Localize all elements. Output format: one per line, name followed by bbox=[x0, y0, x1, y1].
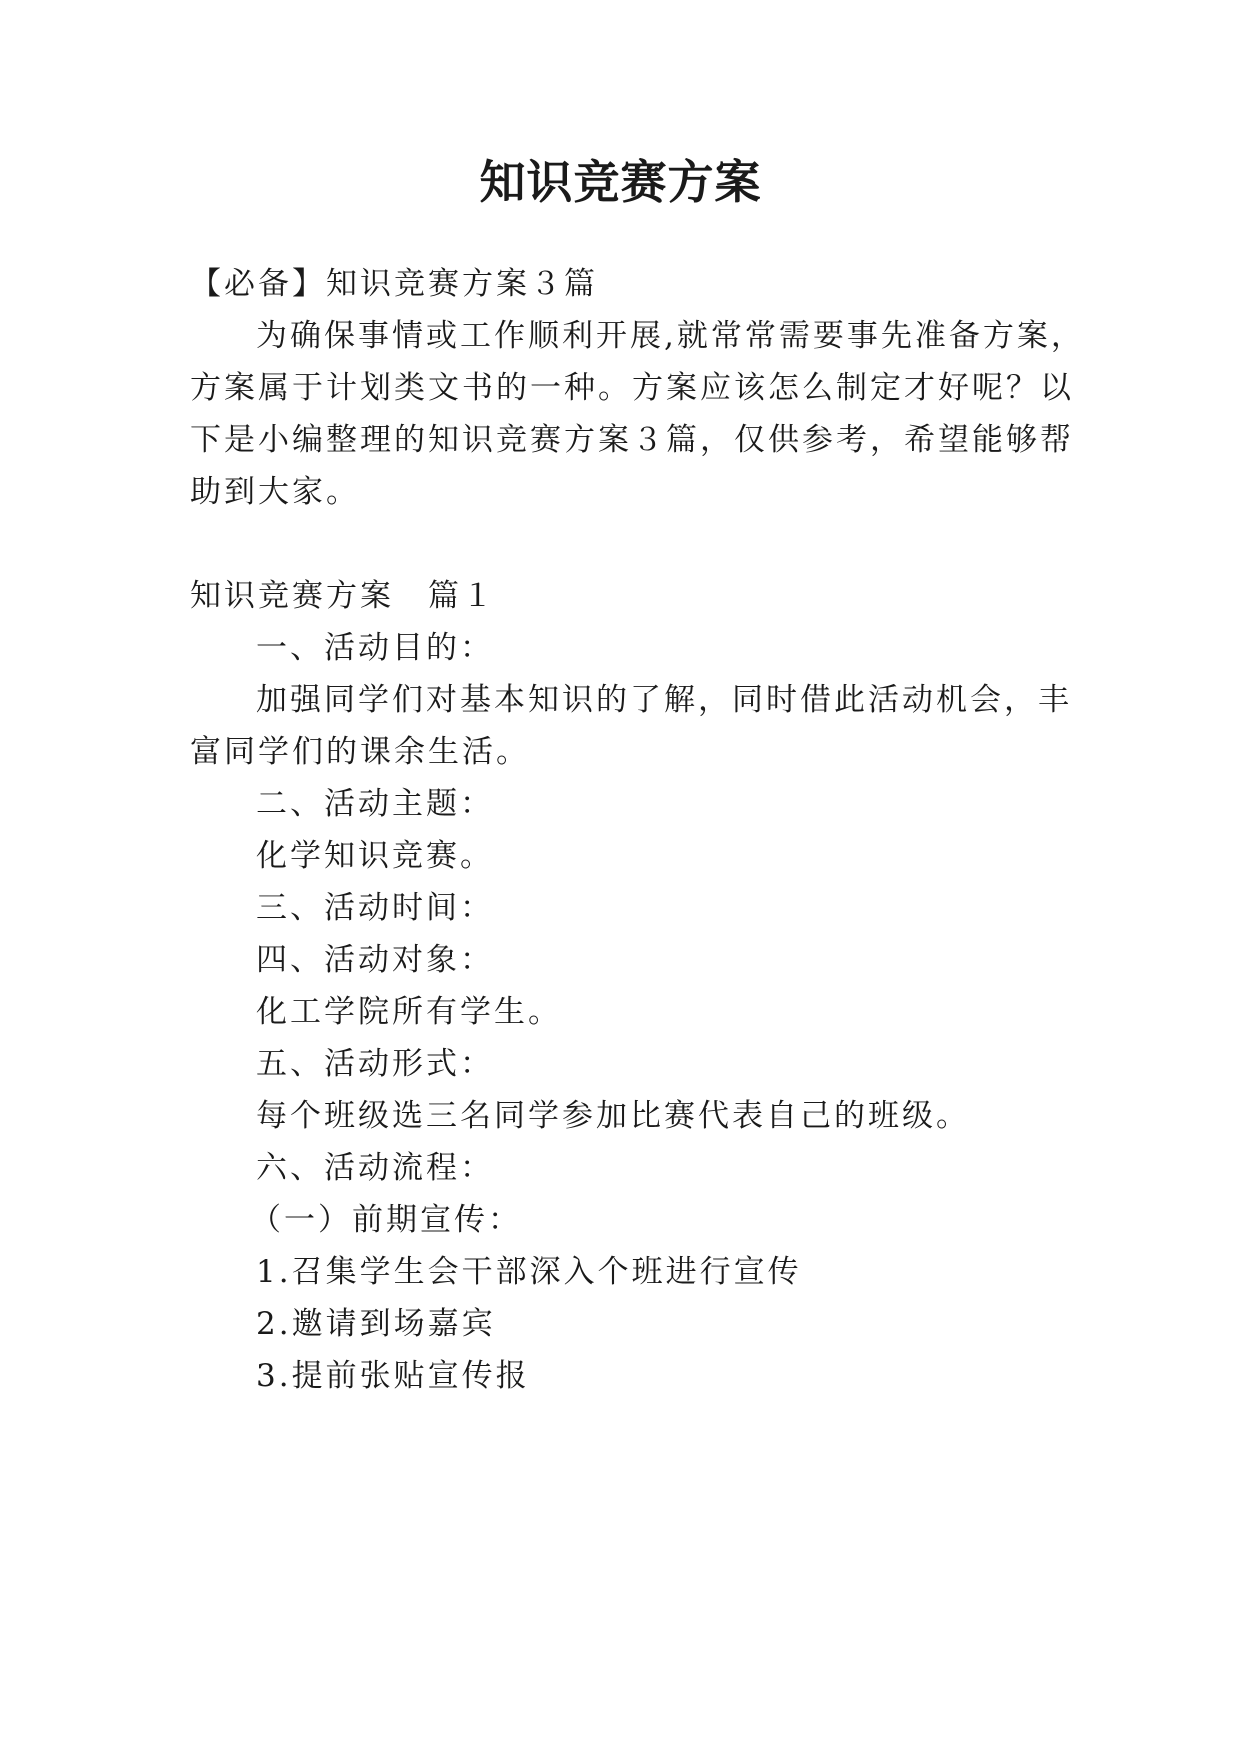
intro-line-1: 为确保事情或工作顺利开展,就常常需要事先准备方案， bbox=[256, 318, 1085, 354]
form-text: 每个班级选三名同学参加比赛代表自己的班级。 bbox=[256, 1098, 970, 1134]
document-title: 知识竞赛方案 bbox=[479, 155, 762, 209]
process-step: 1.召集学生会干部深入个班进行宣传 bbox=[256, 1254, 802, 1290]
theme-text: 化学知识竞赛。 bbox=[256, 838, 494, 874]
purpose-heading: 一、活动目的： bbox=[256, 630, 494, 666]
time-heading: 三、活动时间： bbox=[256, 890, 494, 926]
process-step: 2.邀请到场嘉宾 bbox=[256, 1306, 496, 1342]
process-sub-heading: （一）前期宣传： bbox=[250, 1202, 522, 1238]
target-text: 化工学院所有学生。 bbox=[256, 994, 562, 1030]
intro-line-4: 助到大家。 bbox=[190, 474, 360, 510]
purpose-text-line-2: 富同学们的课余生活。 bbox=[190, 734, 530, 770]
theme-heading: 二、活动主题： bbox=[256, 786, 494, 822]
purpose-text-line-1: 加强同学们对基本知识的了解，同时借此活动机会，丰 bbox=[256, 682, 1072, 718]
form-heading: 五、活动形式： bbox=[256, 1046, 494, 1082]
process-heading: 六、活动流程： bbox=[256, 1150, 494, 1186]
target-heading: 四、活动对象： bbox=[256, 942, 494, 978]
process-step: 3.提前张贴宣传报 bbox=[256, 1358, 530, 1394]
intro-line-3: 下是小编整理的知识竞赛方案３篇，仅供参考，希望能够帮 bbox=[190, 422, 1074, 458]
section-heading: 知识竞赛方案 篇１ bbox=[190, 578, 496, 614]
intro-line-2: 方案属于计划类文书的一种。方案应该怎么制定才好呢？以 bbox=[190, 370, 1074, 406]
lead-heading: 【必备】知识竞赛方案３篇 bbox=[190, 266, 598, 302]
